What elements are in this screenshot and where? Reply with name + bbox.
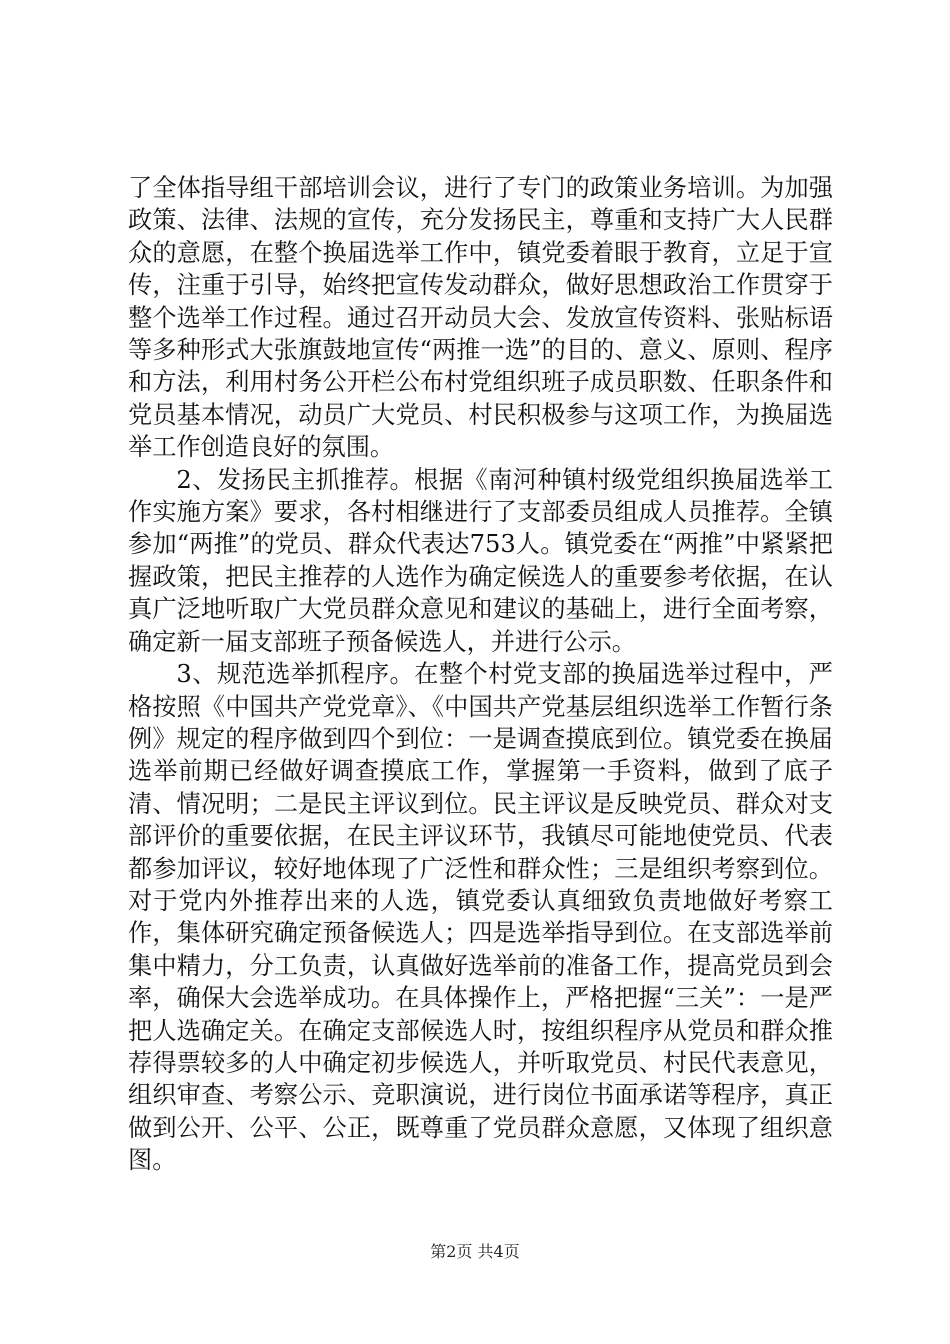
paragraph-2: 2、发扬民主抓推荐。根据《南河种镇村级党组织换届选举工作实施方案》要求，各村相继进行了支部委员组成人员推荐。全镇参加“两推”的党员、群众代表达753人。镇党委在“两推”中紧紧把握政策，把民主推荐的人选作为确定候选人的重要参考依据，在认真广泛地听取广大党员群众意见和建议的基础上，进行全面考察，确定新一届支部班子预备候选人，并进行公示。 — [128, 465, 833, 656]
document-body — [128, 172, 833, 1177]
page-number-footer: 第2页 共4页 — [430, 1242, 520, 1261]
paragraph-1: 了全体指导组干部培训会议，进行了专门的政策业务培训。为加强政策、法律、法规的宣传，充分发扬民主，尊重和支持广大人民群众的意愿，在整个换届选举工作中，镇党委着眼于教育，立足于宣传，注重于引导，始终把宣传发动群众，做好思想政治工作贯穿于整个选举工作过程。通过召开动员大会、发放宣传资料、张贴标语等多种形式大张旗鼓地宣传“两推一选”的目的、意义、原则、程序和方法，利用村务公开栏公布村党组织班子成员职数、任职条件和党员基本情况，动员广大党员、村民积极参与这项工作，为换届选举工作创造良好的氛围。 — [128, 174, 833, 462]
paragraph-3: 3、规范选举抓程序。在整个村党支部的换届选举过程中，严格按照《中国共产党党章》、《中国共产党基层组织选举工作暂行条例》规定的程序做到四个到位：一是调查摸底到位。镇党委在换届选举前期已经做好调查摸底工作，掌握第一手资料，做到了底子清、情况明；二是民主评议到位。民主评议是反映党员、群众对支部评价的重要依据，在民主评议环节，我镇尽可能地使党员、代表都参加评议，较好地体现了广泛性和群众性；三是组织考察到位。对于党内外推荐出来的人选，镇党委认真细致负责地做好考察工作，集体研究确定预备候选人；四是选举指导到位。在支部选举前集中精力，分工负责，认真做好选举前的准备工作，提高党员到会率，确保大会选举成功。在具体操作上，严格把握“三关”：一是严把人选确定关。在确定支部候选人时，按组织程序从党员和群众推荐得票较多的人中确定初步候选人，并听取党员、村民代表意见，组织审查、考察公示、竞职演说，进行岗位书面承诺等程序，真正做到公开、公平、公正，既尊重了党员群众意愿，又体现了组织意图。 — [128, 660, 833, 1175]
